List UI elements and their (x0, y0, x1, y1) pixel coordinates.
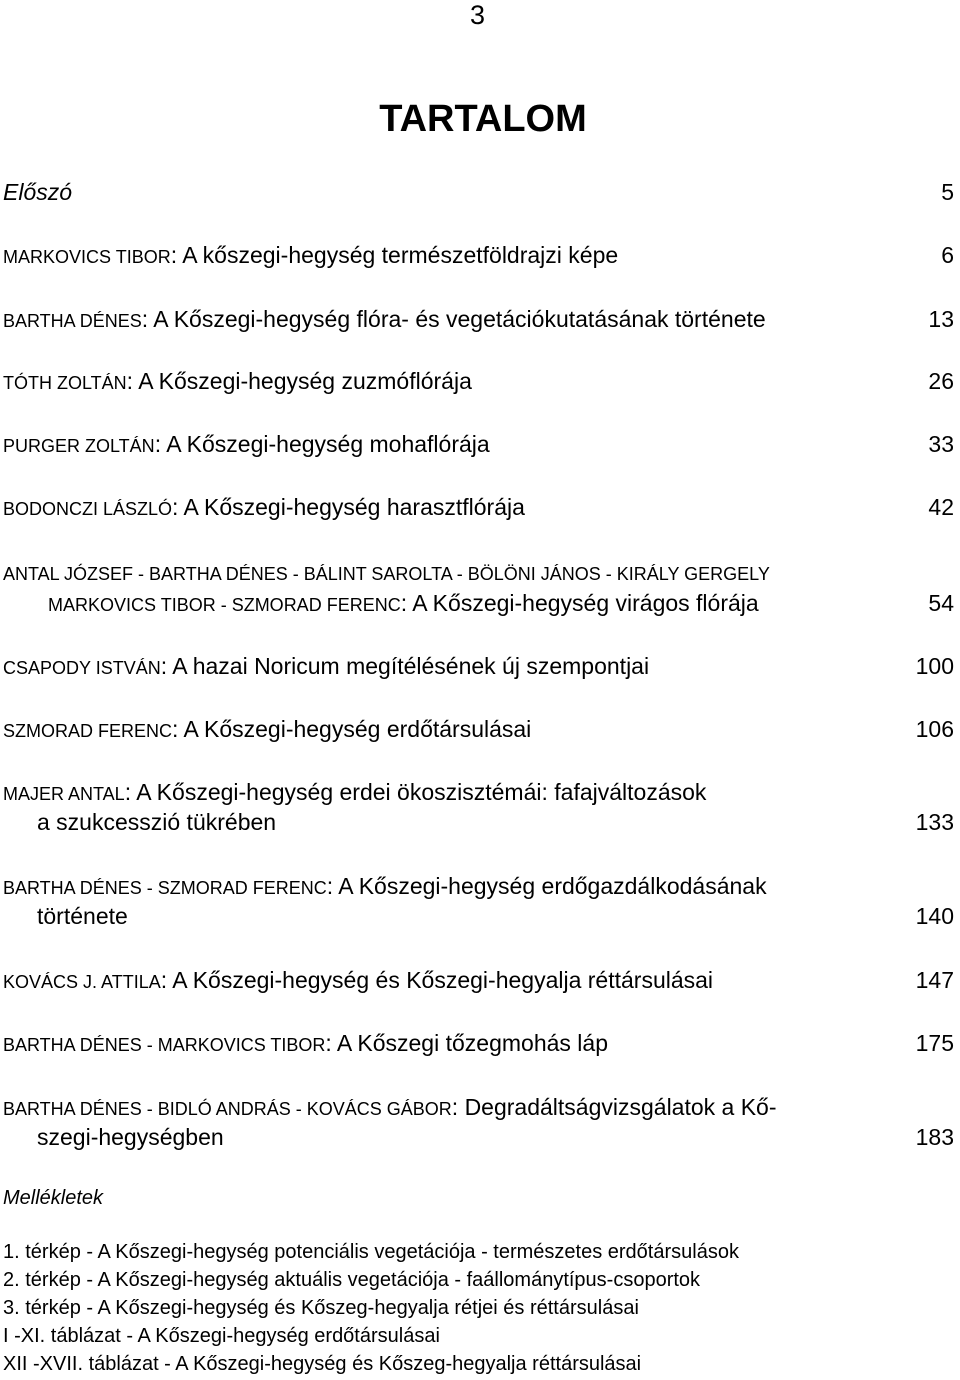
entry-title: A Kőszegi-hegység és Kőszegi-hegyalja réttársulásai (172, 967, 714, 993)
entry-page: 6 (941, 242, 954, 268)
entry-author: MAJER ANTAL (3, 784, 125, 804)
annex-item: XII -XVII. táblázat - A Kőszegi-hegység és Kőszeg-hegyalja réttársulásai (3, 1353, 642, 1375)
toc-entry-4: PURGER ZOLTÁN: A Kőszegi-hegység mohaflórája (3, 431, 490, 457)
entry-title-continued: története (37, 903, 128, 929)
entry-author: BODONCZI LÁSZLÓ (3, 499, 173, 519)
entry-author: PURGER ZOLTÁN (3, 436, 155, 456)
entry-title: A kőszegi-hegység természetföldrajzi képe (182, 242, 619, 268)
entry-title: A Kőszegi-hegység erdei ökoszisztémái: fafajváltozások (136, 779, 707, 805)
entry-page: 42 (928, 494, 954, 520)
entry-page: 147 (915, 967, 954, 993)
entry-title: A hazai Noricum megítélésének új szempontjai (172, 653, 650, 679)
entry-page: 26 (928, 368, 954, 394)
entry-author: TÓTH ZOLTÁN (3, 373, 127, 393)
entry-title-continued: a szukcesszió tükrében (37, 809, 277, 835)
entry-page: 133 (915, 809, 954, 835)
entry-author: MARKOVICS TIBOR (3, 247, 171, 267)
entry-author: MARKOVICS TIBOR - SZMORAD FERENC (48, 595, 401, 615)
entry-title: A Kőszegi-hegység mohaflórája (166, 431, 490, 457)
entry-page: 100 (915, 653, 954, 679)
toc-entry-11: KOVÁCS J. ATTILA: A Kőszegi-hegység és Kőszegi-hegyalja réttársulásai (3, 967, 714, 993)
page-title: TARTALOM (379, 98, 587, 140)
toc-entry-10: BARTHA DÉNES - SZMORAD FERENC: A Kőszegi-hegység erdőgazdálkodásának (3, 873, 767, 899)
preface-page: 5 (941, 179, 954, 205)
entry-page: 183 (915, 1124, 954, 1150)
annex-label: Mellékletek (3, 1187, 104, 1209)
toc-entry-12: BARTHA DÉNES - MARKOVICS TIBOR: A Kőszegi tőzegmohás láp (3, 1030, 608, 1056)
entry-author: KOVÁCS J. ATTILA (3, 972, 161, 992)
entry-author: BARTHA DÉNES - MARKOVICS TIBOR (3, 1035, 326, 1055)
toc-entry-13: BARTHA DÉNES - BIDLÓ ANDRÁS - KOVÁCS GÁBOR: Degradáltságvizsgálatok a Kő- (3, 1094, 777, 1120)
toc-entry-6: MARKOVICS TIBOR - SZMORAD FERENC: A Kőszegi-hegység virágos flórája (48, 590, 759, 616)
entry-page: 175 (915, 1030, 954, 1056)
entry-title: A Kőszegi-hegység harasztflórája (183, 494, 525, 520)
entry-page: 33 (928, 431, 954, 457)
entry-page: 54 (928, 590, 954, 616)
entry-author: BARTHA DÉNES - SZMORAD FERENC (3, 878, 327, 898)
entry-title: A Kőszegi-hegység zuzmóflórája (138, 368, 472, 394)
entry-author: BARTHA DÉNES - BIDLÓ ANDRÁS - KOVÁCS GÁBOR (3, 1099, 452, 1119)
toc-entry-7: CSAPODY ISTVÁN: A hazai Noricum megítélésének új szempontjai (3, 653, 650, 679)
entry-author: SZMORAD FERENC (3, 721, 173, 741)
entry-page: 106 (915, 716, 954, 742)
toc-entry-1: MARKOVICS TIBOR: A kőszegi-hegység természetföldrajzi képe (3, 242, 619, 268)
entry-title-continued: szegi-hegységben (37, 1124, 224, 1150)
toc-entry-2: BARTHA DÉNES: A Kőszegi-hegység flóra- és vegetációkutatásának története (3, 306, 766, 332)
entry-page: 13 (928, 306, 954, 332)
entry-author: BARTHA DÉNES (3, 311, 142, 331)
toc-entry-5: BODONCZI LÁSZLÓ: A Kőszegi-hegység harasztflórája (3, 494, 525, 520)
toc-entry-8: SZMORAD FERENC: A Kőszegi-hegység erdőtársulásai (3, 716, 532, 742)
annex-item: 1. térkép - A Kőszegi-hegység potenciális vegetációja - természetes erdőtársulások (3, 1241, 739, 1263)
entry-title: A Kőszegi tőzegmohás láp (336, 1030, 608, 1056)
toc-entry-9: MAJER ANTAL: A Kőszegi-hegység erdei ökoszisztémái: fafajváltozások (3, 779, 707, 805)
toc-entry-3: TÓTH ZOLTÁN: A Kőszegi-hegység zuzmóflórája (3, 368, 472, 394)
entry-title: Degradáltságvizsgálatok a Kő- (464, 1094, 777, 1120)
preface-label: Előszó (3, 179, 73, 205)
page-number: 3 (470, 0, 486, 30)
annex-item: 3. térkép - A Kőszegi-hegység és Kőszeg-hegyalja rétjei és réttársulásai (3, 1297, 639, 1319)
entry-author-line: ANTAL JÓZSEF - BARTHA DÉNES - BÁLINT SAROLTA - BÖLÖNI JÁNOS - KIRÁLY GERGELY (3, 564, 770, 584)
annex-item: 2. térkép - A Kőszegi-hegység aktuális vegetációja - faállománytípus-csoportok (3, 1269, 701, 1291)
annex-item: I -XI. táblázat - A Kőszegi-hegység erdőtársulásai (3, 1325, 440, 1347)
entry-title: A Kőszegi-hegység flóra- és vegetációkutatásának története (153, 306, 766, 332)
entry-page: 140 (915, 903, 954, 929)
entry-author: CSAPODY ISTVÁN (3, 658, 161, 678)
entry-title: A Kőszegi-hegység virágos flórája (412, 590, 759, 616)
entry-title: A Kőszegi-hegység erdőtársulásai (183, 716, 532, 742)
entry-title: A Kőszegi-hegység erdőgazdálkodásának (338, 873, 767, 899)
